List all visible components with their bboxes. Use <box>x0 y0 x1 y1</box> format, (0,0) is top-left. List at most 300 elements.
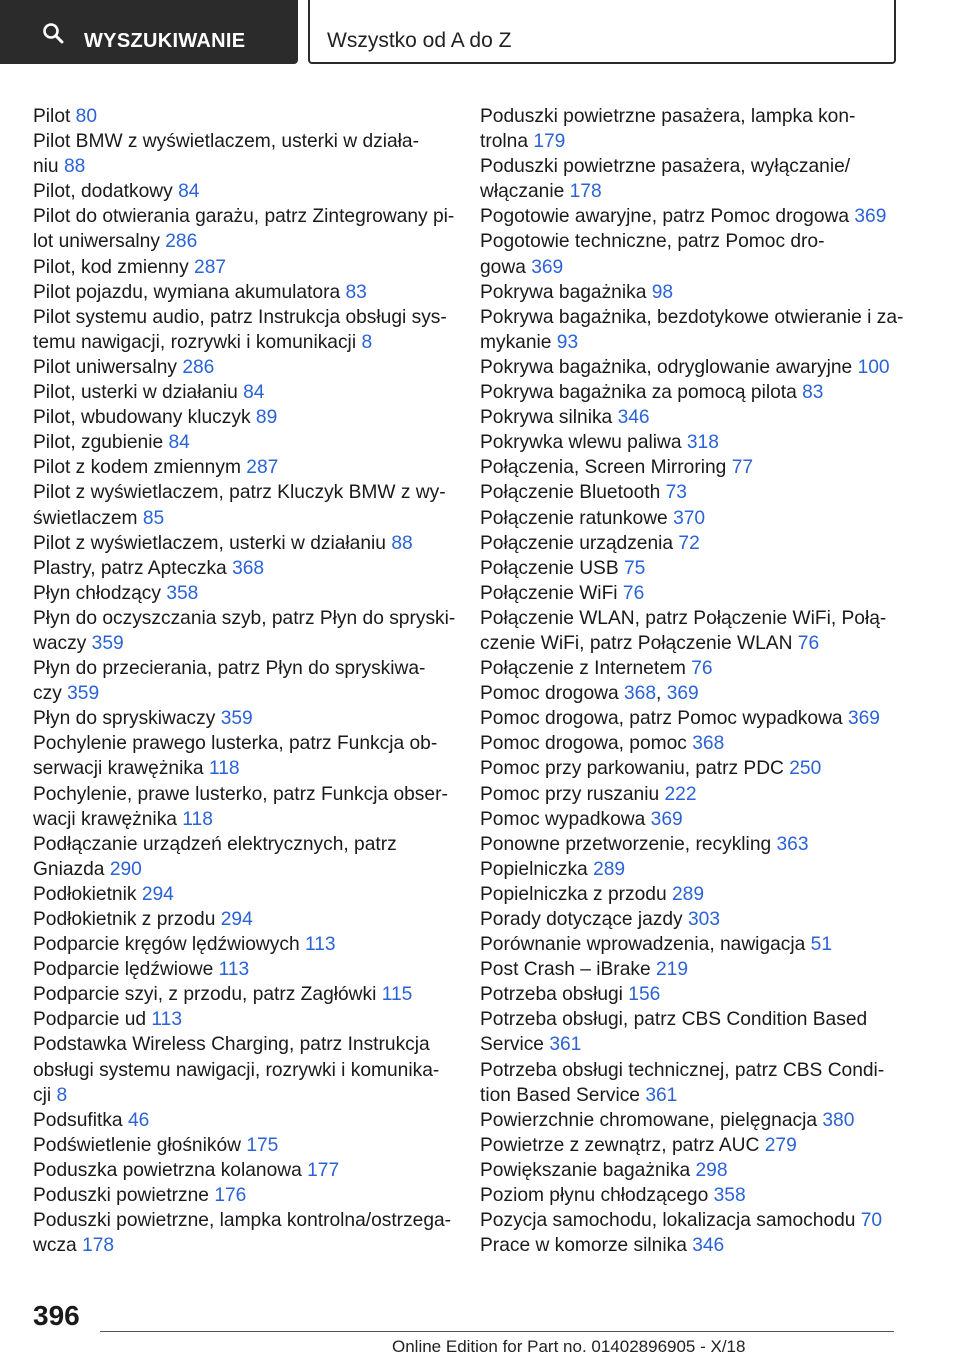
index-entry-text: Połączenie z Internetem <box>480 658 686 680</box>
index-entry-text: Pochylenie prawego lusterka, patrz Funkcja ob- <box>33 733 438 755</box>
page-link[interactable]: 76 <box>797 632 820 654</box>
page-link[interactable]: 290 <box>109 858 142 880</box>
index-entry-text: Płyn do spryskiwaczy <box>33 708 216 730</box>
index-entry <box>480 731 910 756</box>
index-entry <box>480 305 910 355</box>
index-entry <box>480 1007 910 1057</box>
index-entry <box>33 455 453 480</box>
index-entry-text: Podparcie lędźwiowe <box>33 959 214 981</box>
index-entry-text: Połączenie USB <box>480 557 619 579</box>
page-link[interactable]: 8 <box>361 331 373 353</box>
page-link[interactable]: 176 <box>214 1185 247 1207</box>
index-entry <box>480 430 910 455</box>
index-entry-line <box>480 832 910 857</box>
index-entry-text: Podłokietnik <box>33 883 137 905</box>
index-entry-text: Pomoc drogowa <box>480 683 619 705</box>
index-entry-line <box>33 832 453 857</box>
index-entry-line <box>33 405 453 430</box>
index-entry-text: Poduszki powietrzne, lampka kontrolna/ostrzega- <box>33 1210 452 1232</box>
index-entry-text: gowa <box>480 256 526 278</box>
index-entry <box>480 480 910 505</box>
index-entry-line <box>480 731 910 756</box>
index-entry-line <box>33 782 453 807</box>
index-entry <box>480 656 910 681</box>
index-entry-line <box>480 756 910 781</box>
index-entry-text: Popielniczka z przodu <box>480 883 667 905</box>
index-entry-line <box>33 506 453 531</box>
index-entry <box>33 656 453 706</box>
page-link[interactable]: 100 <box>857 356 890 378</box>
index-entry <box>480 531 910 556</box>
page-link[interactable]: 363 <box>776 833 809 855</box>
page-link[interactable]: 8 <box>56 1084 68 1106</box>
index-entry-text: cji <box>33 1084 52 1106</box>
index-entry-line <box>480 782 910 807</box>
index-entry-text: Pilot systemu audio, patrz Instrukcja obsługi sys- <box>33 306 447 328</box>
index-entry-text: Potrzeba obsługi technicznej, patrz CBS Condi- <box>480 1059 885 1081</box>
index-entry-line <box>480 229 910 254</box>
page-link[interactable]: 358 <box>713 1185 746 1207</box>
index-entry-text: Pilot z kodem zmiennym <box>33 457 241 479</box>
page-link[interactable]: 72 <box>678 532 700 554</box>
index-entry-line <box>480 982 910 1007</box>
index-entry-line <box>33 330 453 355</box>
page-link[interactable]: 70 <box>860 1210 883 1232</box>
index-entry <box>33 556 453 581</box>
index-entry-line <box>33 932 453 957</box>
page-link[interactable]: 75 <box>624 557 646 579</box>
page-link[interactable]: 84 <box>178 181 200 203</box>
index-entry <box>33 731 453 781</box>
index-title-tab[interactable] <box>308 0 896 64</box>
index-entry <box>33 305 453 355</box>
index-entry-line <box>480 280 910 305</box>
index-entry-text: trolna <box>480 131 528 153</box>
page-link[interactable]: 85 <box>142 507 165 529</box>
index-entry <box>33 957 453 982</box>
page-link[interactable]: 369 <box>531 256 564 278</box>
index-entry <box>33 706 453 731</box>
index-entry-text: Plastry, patrz Apteczka <box>33 557 227 579</box>
index-entry-line <box>33 380 453 405</box>
page-link[interactable]: 361 <box>645 1084 678 1106</box>
footer-divider <box>100 1331 894 1332</box>
index-entry-line <box>33 756 453 781</box>
index-entry-line <box>480 179 910 204</box>
index-entry-text: Porównanie wprowadzenia, nawigacja <box>480 934 806 956</box>
index-entry-text: Podłokietnik z przodu <box>33 909 216 930</box>
page-link[interactable]: 77 <box>731 457 754 479</box>
index-entry <box>33 179 453 204</box>
index-entry <box>33 380 453 405</box>
index-entry-text: Pilot uniwersalny <box>33 356 177 378</box>
index-entry-line <box>480 1032 910 1057</box>
index-entry-line <box>33 480 453 505</box>
index-entry <box>480 556 910 581</box>
page-link[interactable]: 369 <box>854 206 887 228</box>
index-entry-text: Podstawka Wireless Charging, patrz Instrukcja <box>33 1034 430 1056</box>
page-link[interactable]: 287 <box>194 256 227 278</box>
index-entry-line <box>33 154 453 179</box>
index-entry <box>480 1208 910 1233</box>
index-entry-line <box>33 229 453 254</box>
index-entry-text: Pilot, usterki w działaniu <box>33 382 238 404</box>
page-link[interactable]: 118 <box>182 808 213 830</box>
page-link[interactable]: 219 <box>655 959 688 981</box>
index-entry-line <box>33 1032 453 1057</box>
index-entry-text: świetlaczem <box>33 507 138 529</box>
page-link[interactable]: 250 <box>789 758 822 780</box>
index-entry-line <box>480 1083 910 1108</box>
index-entry-text: Pokrywa bagażnika, bezdotykowe otwieranie i za- <box>480 306 904 328</box>
page-link[interactable]: 369 <box>847 708 880 730</box>
index-entry-line <box>480 1158 910 1183</box>
index-entry-line <box>480 154 910 179</box>
page-link[interactable]: 294 <box>141 883 174 905</box>
page-link[interactable]: 84 <box>168 432 190 454</box>
page-link[interactable]: 368 <box>624 683 657 705</box>
index-entry <box>33 405 453 430</box>
page-link[interactable]: 346 <box>617 407 650 429</box>
page-link[interactable]: 73 <box>665 482 687 504</box>
page-link[interactable]: 298 <box>695 1159 728 1181</box>
index-entry-line <box>33 656 453 681</box>
index-entry-text: Pokrywa bagażnika, odryglowanie awaryjne <box>480 356 853 378</box>
index-entry-line <box>480 932 910 957</box>
page-link[interactable]: 83 <box>802 382 824 404</box>
index-entry <box>480 1233 910 1258</box>
page-link[interactable]: 359 <box>91 632 124 654</box>
index-entry-line <box>33 305 453 330</box>
index-entry <box>33 1108 453 1133</box>
index-entry-line <box>480 556 910 581</box>
index-entry-text: Pilot, wbudowany kluczyk <box>33 407 251 429</box>
index-entry-line <box>33 1208 453 1233</box>
index-entry-line <box>33 1133 453 1158</box>
index-entry-text: Post Crash – iBrake <box>480 959 651 981</box>
index-entry <box>480 756 910 781</box>
index-entry-line <box>480 455 910 480</box>
index-entry-text: Pilot, dodatkowy <box>33 181 173 203</box>
index-entry-line <box>33 706 453 731</box>
index-entry-text: Service <box>480 1034 544 1056</box>
index-entry-line <box>33 1007 453 1032</box>
page-link[interactable]: 286 <box>182 356 215 378</box>
index-entry-text: Prace w komorze silnika <box>480 1235 687 1257</box>
index-entry-text: Powiększanie bagażnika <box>480 1159 691 1181</box>
index-entry-line <box>33 1083 453 1108</box>
index-entry-line <box>480 380 910 405</box>
page-link[interactable]: 368 <box>692 733 725 755</box>
index-entry <box>480 932 910 957</box>
page-link[interactable]: 113 <box>151 1009 183 1031</box>
index-entry-text: wacji krawężnika <box>33 808 177 830</box>
index-entry-line: Pomoc drogowa 368, 369 <box>480 683 699 705</box>
index-entry <box>33 255 453 280</box>
index-entry-line <box>33 355 453 380</box>
index-entry-line <box>480 606 910 631</box>
index-entry-text: Pilot pojazdu, wymiana akumulatora <box>33 281 341 303</box>
page-number: 396 <box>33 1300 80 1331</box>
search-tab[interactable] <box>0 0 298 64</box>
index-entry <box>33 907 453 932</box>
index-entry-line <box>33 907 453 932</box>
index-entry-text: Pomoc przy ruszaniu <box>480 783 660 805</box>
index-entry <box>480 380 910 405</box>
index-entry-text: Podparcie ud <box>33 1009 147 1031</box>
index-entry-line <box>33 280 453 305</box>
index-entry-line <box>480 255 910 280</box>
index-entry-line <box>480 1133 910 1158</box>
index-entry-text: Połączenie WiFi <box>480 582 618 604</box>
index-entry <box>480 832 910 857</box>
page-link[interactable]: 88 <box>391 532 413 554</box>
page-link[interactable]: 359 <box>67 683 100 705</box>
index-entry <box>480 857 910 882</box>
index-column-left <box>33 104 456 1258</box>
index-entry-text: Pomoc drogowa, pomoc <box>480 733 687 755</box>
page-link[interactable]: 359 <box>220 708 253 730</box>
index-entry-text: Potrzeba obsługi, patrz CBS Condition Based <box>480 1009 868 1031</box>
index-entry-line <box>480 1058 910 1083</box>
index-entry <box>480 506 910 531</box>
index-entry-line <box>33 430 453 455</box>
page-link[interactable]: 118 <box>208 758 240 780</box>
page-link[interactable]: 369 <box>666 683 699 705</box>
page-link[interactable]: 368 <box>232 557 265 579</box>
index-entry-line <box>33 1058 453 1083</box>
index-entry <box>33 430 453 455</box>
index-entry-line <box>480 506 910 531</box>
page-link[interactable]: 115 <box>381 984 413 1006</box>
page-link[interactable]: 89 <box>255 407 278 429</box>
index-entry <box>33 531 453 556</box>
index-entry-text: Pomoc przy parkowaniu, patrz PDC <box>480 758 784 780</box>
index-entry-line <box>480 104 910 129</box>
index-entry-text: Podparcie szyi, z przodu, patrz Zagłówki <box>33 984 377 1006</box>
index-entry <box>480 681 910 706</box>
index-entry <box>33 606 456 656</box>
page-link[interactable]: 286 <box>165 231 198 253</box>
index-entry-text: Płyn do przecierania, patrz Płyn do spryskiwa- <box>33 658 426 680</box>
index-entry-line <box>480 204 910 229</box>
index-entry-text: niu <box>33 156 59 178</box>
index-entry-text: Pilot z wyświetlaczem, patrz Kluczyk BMW z wy- <box>33 482 446 504</box>
index-entry-line <box>480 1007 910 1032</box>
page-link[interactable]: 222 <box>664 783 697 805</box>
index-entry-line <box>33 731 453 756</box>
page-link[interactable]: 113 <box>304 934 336 956</box>
index-entry-text: Pilot <box>33 106 71 127</box>
page-link[interactable]: 76 <box>691 658 713 680</box>
index-entry <box>33 581 453 606</box>
index-entry-line <box>33 606 456 631</box>
page-link[interactable]: 294 <box>220 909 253 930</box>
page-link[interactable]: 80 <box>75 106 98 127</box>
index-entry-text: Podłączanie urządzeń elektrycznych, patrz <box>33 833 397 855</box>
page-link[interactable]: 88 <box>63 156 86 178</box>
index-entry-text: wcza <box>33 1235 77 1257</box>
index-entry-text: Połączenia, Screen Mirroring <box>480 457 727 479</box>
index-entry-text: Pomoc wypadkowa <box>480 808 646 830</box>
index-entry-text: temu nawigacji, rozrywki i komunikacji <box>33 331 357 353</box>
index-entry-text: waczy <box>33 632 87 654</box>
page-link[interactable]: 46 <box>127 1109 150 1131</box>
index-entry-line <box>480 355 910 380</box>
index-entry <box>33 204 453 254</box>
page-link[interactable]: 380 <box>822 1109 855 1131</box>
index-entry-text: Poduszki powietrzne <box>33 1185 209 1207</box>
index-entry <box>33 832 453 882</box>
index-entry-line <box>33 807 453 832</box>
index-entry <box>480 1158 910 1183</box>
index-entry-text: Pomoc drogowa, patrz Pomoc wypadkowa <box>480 708 843 730</box>
page-link[interactable]: 179 <box>533 131 566 153</box>
page-link[interactable]: 289 <box>672 883 705 905</box>
index-entry-text: tion Based Service <box>480 1084 640 1106</box>
index-entry-line <box>480 957 910 982</box>
index-title-label: Wszystko od A do Z <box>327 29 512 52</box>
index-entry <box>33 1158 453 1183</box>
index-entry-line <box>480 706 910 731</box>
page-link[interactable]: 370 <box>673 507 706 529</box>
page-link[interactable]: 369 <box>650 808 683 830</box>
index-entry-text: Połączenie urządzenia <box>480 532 674 554</box>
index-entry-text: czy <box>33 683 62 705</box>
index-entry-line <box>33 556 453 581</box>
page-link[interactable]: 289 <box>593 858 626 880</box>
index-entry-line <box>33 882 453 907</box>
page-link[interactable]: 361 <box>549 1034 582 1056</box>
index-entry-text: Popielniczka <box>480 858 588 880</box>
index-entry <box>480 204 910 229</box>
index-entry-text: obsługi systemu nawigacji, rozrywki i komunika- <box>33 1059 440 1081</box>
page-link[interactable]: 177 <box>307 1159 340 1181</box>
page-link[interactable]: 318 <box>686 432 719 454</box>
index-entry <box>480 280 910 305</box>
index-entry <box>480 455 910 480</box>
index-entry-line <box>480 430 910 455</box>
index-entry-text: Pilot BMW z wyświetlaczem, usterki w działa- <box>33 131 419 153</box>
index-entry-text: Pilot, kod zmienny <box>33 256 189 278</box>
index-entry-text: Poduszki powietrzne pasażera, wyłączanie/ <box>480 156 851 178</box>
index-entry-line <box>480 305 910 330</box>
index-entry-text: Pozycja samochodu, lokalizacja samochodu <box>480 1210 856 1232</box>
index-entry-line <box>33 681 453 706</box>
index-entry-text: Powierzchnie chromowane, pielęgnacja <box>480 1109 818 1131</box>
page-link[interactable]: 279 <box>764 1134 797 1156</box>
index-entry <box>480 1058 910 1108</box>
index-entry-line <box>33 1183 453 1208</box>
index-entry-line <box>33 1108 453 1133</box>
index-entry-text: Porady dotyczące jazdy <box>480 909 683 930</box>
index-entry <box>480 1133 910 1158</box>
page-link[interactable]: 178 <box>82 1235 115 1257</box>
index-entry-line <box>33 581 453 606</box>
index-entry-text: Płyn chłodzący <box>33 582 161 604</box>
index-entry-text: Pokrywa bagażnika <box>480 281 647 303</box>
page-link[interactable]: 358 <box>166 582 199 604</box>
page-link[interactable]: 76 <box>622 582 645 604</box>
index-entry-line <box>33 1158 453 1183</box>
index-entry-line <box>33 255 453 280</box>
index-entry-line <box>33 129 453 154</box>
index-entry-text: Połączenie WLAN, patrz Połączenie WiFi, Połą- <box>480 607 887 629</box>
page-link[interactable]: 156 <box>628 984 661 1006</box>
index-entry <box>33 1133 453 1158</box>
index-entry-text: Pochylenie, prawe lusterko, patrz Funkcja obser- <box>33 783 448 805</box>
index-entry <box>33 932 453 957</box>
index-entry-text: Podsufitka <box>33 1109 123 1131</box>
page-link[interactable]: 51 <box>810 934 833 956</box>
index-entry-line <box>480 807 910 832</box>
index-entry-text: Poduszki powietrzne pasażera, lampka kon- <box>480 106 856 127</box>
page-link[interactable]: 346 <box>692 1235 725 1257</box>
index-entry-line <box>33 957 453 982</box>
index-entry <box>480 807 910 832</box>
index-entry-text: Gniazda <box>33 858 105 880</box>
index-entry-text: Pokrywa bagażnika za pomocą pilota <box>480 382 797 404</box>
page-link[interactable]: 93 <box>556 331 579 353</box>
page-link[interactable]: 84 <box>243 382 265 404</box>
index-entry <box>480 1183 910 1208</box>
index-entry <box>480 982 910 1007</box>
index-entry <box>480 1108 910 1133</box>
index-entry-line <box>33 455 453 480</box>
index-entry <box>33 480 453 530</box>
page-link[interactable]: 113 <box>218 959 250 981</box>
index-entry-line <box>480 907 910 932</box>
index-entry <box>480 706 910 731</box>
index-entry-line <box>480 882 910 907</box>
page-link[interactable]: 98 <box>651 281 674 303</box>
index-entry-line <box>480 581 910 606</box>
index-entry <box>33 982 453 1007</box>
page-link[interactable]: 83 <box>345 281 367 303</box>
index-entry <box>480 229 910 279</box>
index-entry-text: Poduszka powietrzna kolanowa <box>33 1159 302 1181</box>
index-entry <box>33 1183 453 1208</box>
footer-edition-text: Online Edition for Part no. 01402896905 - X/18 <box>392 1337 746 1356</box>
page-link[interactable]: 178 <box>569 181 602 203</box>
index-entry-text: Połączenie Bluetooth <box>480 482 661 504</box>
index-entry-line <box>480 857 910 882</box>
index-entry-text: Pilot, zgubienie <box>33 432 164 454</box>
index-entry <box>33 782 453 832</box>
index-entry-line <box>480 405 910 430</box>
index-entry-line <box>480 1233 910 1258</box>
index-entry-text: Pokrywka wlewu paliwa <box>480 432 682 454</box>
index-entry <box>480 104 910 154</box>
page-link[interactable]: 175 <box>246 1134 279 1156</box>
index-entry-text: Połączenie ratunkowe <box>480 507 668 529</box>
index-entry <box>480 782 910 807</box>
index-entry-text: Pogotowie awaryjne, patrz Pomoc drogowa <box>480 206 850 228</box>
index-entry <box>480 882 910 907</box>
page-link[interactable]: 303 <box>687 909 720 930</box>
search-icon <box>42 22 64 44</box>
page-link[interactable]: 287 <box>246 457 279 479</box>
index-entry-text: lot uniwersalny <box>33 231 160 253</box>
index-entry-line <box>33 531 453 556</box>
index-entry-text: Powietrze z zewnątrz, patrz AUC <box>480 1134 760 1156</box>
index-column-right <box>480 104 910 1258</box>
index-entry-text: Ponowne przetworzenie, recykling <box>480 833 772 855</box>
index-entry-line <box>33 982 453 1007</box>
index-entry-line <box>480 1208 910 1233</box>
index-entry-line <box>480 129 910 154</box>
index-entry-text: serwacji krawężnika <box>33 758 204 780</box>
